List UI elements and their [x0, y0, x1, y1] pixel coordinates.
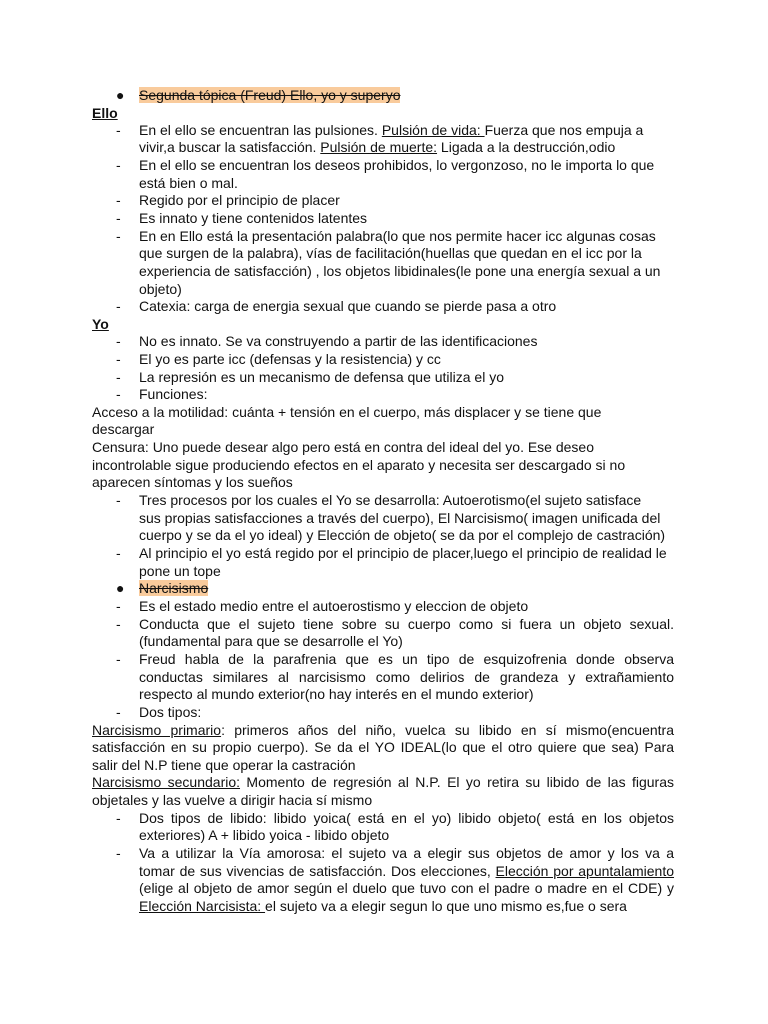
bullet-dot-icon: ● — [116, 580, 125, 596]
list-item: La represión es un mecanismo de defensa que utiliza el yo — [139, 369, 504, 385]
list-item: Es el estado medio entre el autoerostismo y eleccion de objeto — [139, 598, 529, 614]
dash-marker: - — [116, 333, 121, 349]
list-item: En en Ello está la presentación palabra(lo que nos permite hacer icc algunas cosas — [139, 228, 656, 244]
paragraph-line: satisfacción en su propio cuerpo). Se da el YO IDEAL(lo que el otro quiere que sea) Para — [92, 739, 674, 755]
dash-marker: - — [116, 598, 121, 614]
section-heading — [139, 87, 400, 105]
list-item-cont: sus propias satisfacciones a través del cuerpo), El Narcisismo( imagen unificada del — [139, 510, 661, 526]
list-item-cont: está bien o mal. — [139, 175, 238, 191]
list-item: Al principio el yo está regido por el principio de placer,luego el principio de realidad le — [139, 545, 667, 561]
paragraph-line: Narcisismo primario: primeros años del niño, vuelca su libido en sí mismo(encuentra — [92, 722, 674, 738]
dash-marker: - — [116, 616, 121, 632]
dash-marker: - — [116, 157, 121, 173]
list-item-cont: respecto al mundo exterior(no hay interés en el mundo exterior) — [139, 686, 534, 702]
heading-text: Narcisismo — [139, 580, 209, 596]
ello-title: Ello — [92, 105, 118, 121]
dash-marker: - — [116, 845, 121, 861]
paragraph-line: Censura: Uno puede desear algo pero está en contra del ideal del yo. Ese deseo — [92, 439, 595, 455]
paragraph-line: Acceso a la motilidad: cuánta + tensión en el cuerpo, más displacer y se tiene que — [92, 404, 602, 420]
list-item-cont: pone un tope — [139, 563, 221, 579]
list-item: El yo es parte icc (defensas y la resistencia) y cc — [139, 351, 441, 367]
list-item: En el ello se encuentran las pulsiones. Pulsión de vida: Fuerza que nos empuja a — [139, 122, 644, 138]
dash-marker: - — [116, 704, 121, 720]
dash-marker: - — [116, 545, 121, 561]
dash-marker: - — [116, 192, 121, 208]
list-item: No es innato. Se va construyendo a partir de las identificaciones — [139, 333, 538, 349]
yo-title: Yo — [92, 316, 109, 332]
list-item-cont: (elige al objeto de amor según el duelo que tuvo con el padre o madre en el CDE) y — [139, 880, 674, 896]
paragraph-line: aparecen síntomas y los sueños — [92, 474, 293, 490]
list-item: En el ello se encuentran los deseos prohibidos, lo vergonzoso, no le importa lo que — [139, 157, 655, 173]
dash-marker: - — [116, 386, 121, 402]
bullet-dot-icon: ● — [116, 87, 125, 103]
dash-marker: - — [116, 298, 121, 314]
list-item-cont: exteriores) A + libido yoica - libido objeto — [139, 827, 390, 843]
dash-marker: - — [116, 810, 121, 826]
list-item-cont: objeto) — [139, 281, 182, 297]
paragraph-line: Narcisismo secundario: Momento de regresión al N.P. El yo retira su libido de las figuras — [92, 774, 674, 790]
list-item: Conducta que el sujeto tiene sobre su cuerpo como si fuera un objeto sexual. — [139, 616, 674, 632]
list-item: Freud habla de la parafrenia que es un tipo de esquizofrenia donde observa — [139, 651, 674, 667]
list-item: Dos tipos: — [139, 704, 202, 720]
list-item-cont: experiencia de satisfacción) , los objetos libidinales(le pone una energía sexual a un — [139, 263, 661, 279]
list-item-cont: conductas similares al narcisismo como delirios de grandeza y extrañamiento — [139, 669, 674, 685]
dash-marker: - — [116, 210, 121, 226]
paragraph-line: objetales y las vuelve a dirigir hacia sí mismo — [92, 792, 373, 808]
list-item-cont: tomar de sus vivencias de satisfacción. Dos elecciones, Elección por apuntalamiento — [139, 863, 675, 879]
list-item: Funciones: — [139, 386, 208, 402]
dash-marker: - — [116, 369, 121, 385]
list-item: Tres procesos por los cuales el Yo se desarrolla: Autoerotismo(el sujeto satisface — [139, 492, 642, 508]
list-item-cont: cuerpo y se da el yo ideal) y Elección de objeto( se da por el complejo de castración) — [139, 527, 666, 543]
list-item-cont: (fundamental para que se desarrolle el Yo) — [139, 633, 403, 649]
list-item-cont: vivir,a buscar la satisfacción. Pulsión de muerte: Ligada a la destrucción,odio — [139, 139, 616, 155]
list-item-cont: Elección Narcisista: el sujeto va a elegir segun lo que uno mismo es,fue o sera — [139, 898, 627, 914]
list-item: Va a utilizar la Vía amorosa: el sujeto va a elegir sus objetos de amor y los va a — [139, 845, 674, 861]
dash-marker: - — [116, 651, 121, 667]
list-item: Dos tipos de libido: libido yoica( está en el yo) libido objeto( está en los objetos — [139, 810, 674, 826]
paragraph-line: salir del N.P tiene que operar la castración — [92, 757, 356, 773]
paragraph-line: incontrolable sigue produciendo efectos en el aparato y necesita ser descargado si no — [92, 457, 626, 473]
dash-marker: - — [116, 122, 121, 138]
section-heading — [139, 580, 208, 598]
paragraph-line: descargar — [92, 421, 155, 437]
dash-marker: - — [116, 492, 121, 508]
heading-text: Segunda tópica (Freud) Ello, yo y superyo — [139, 87, 401, 103]
list-item-cont: que surgen de la palabra), vías de facilitación(huellas que quedan en el icc por la — [139, 245, 642, 261]
list-item: Es innato y tiene contenidos latentes — [139, 210, 368, 226]
list-item: Catexia: carga de energia sexual que cuando se pierde pasa a otro — [139, 298, 557, 314]
dash-marker: - — [116, 228, 121, 244]
list-item: Regido por el principio de placer — [139, 192, 340, 208]
dash-marker: - — [116, 351, 121, 367]
